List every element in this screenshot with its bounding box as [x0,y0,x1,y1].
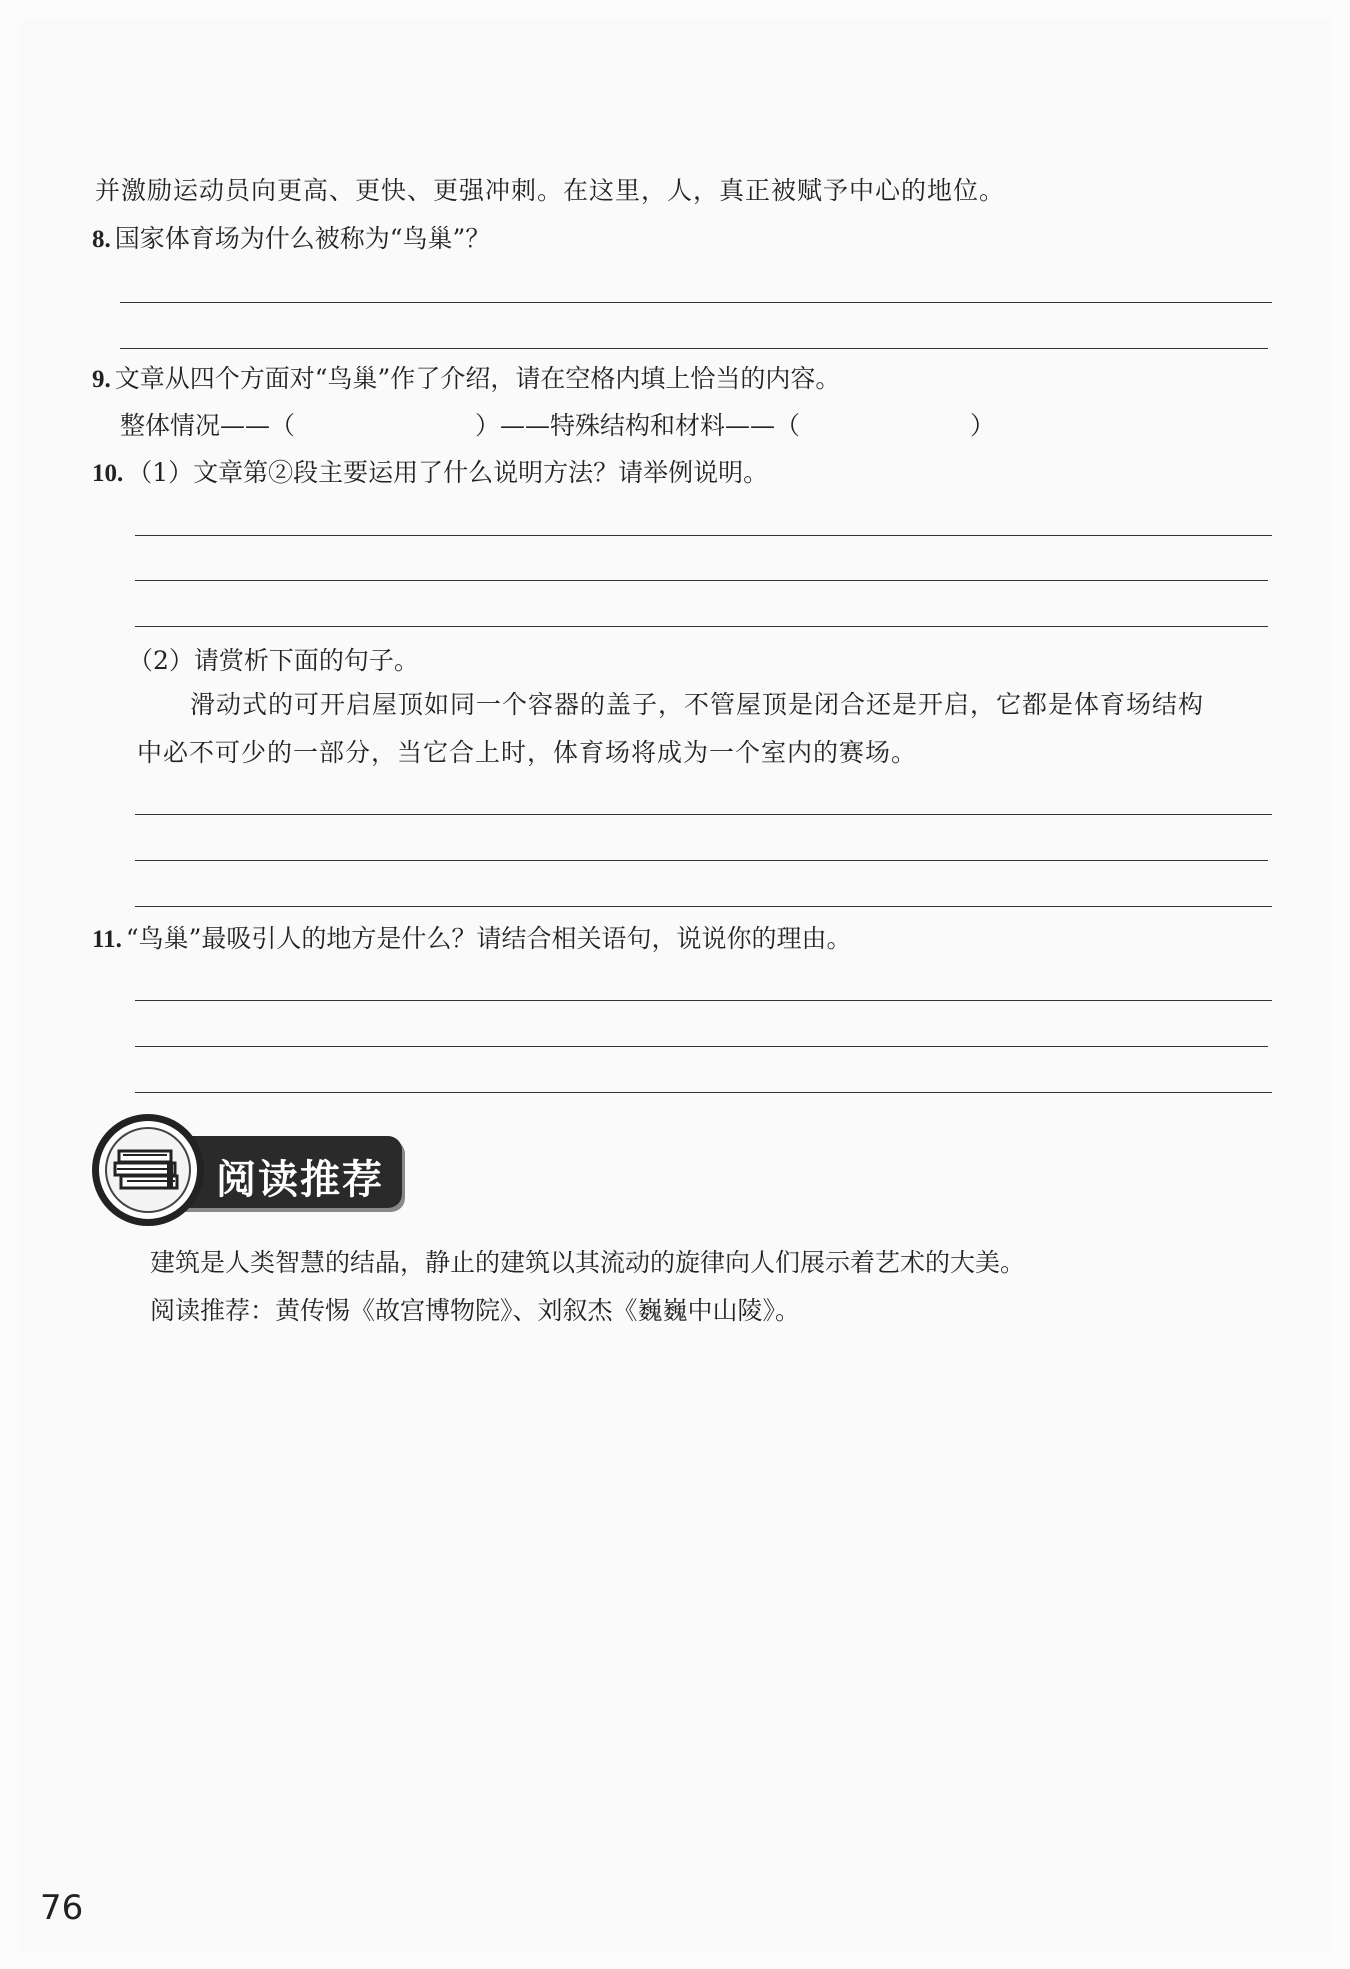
fill-blank-row [120,413,995,438]
question-number: 11. [92,926,122,953]
question-part-2: （2）请赏析下面的句子。 [128,646,419,675]
section-title: 阅读推荐 [216,1157,384,1203]
answer-line[interactable] [135,580,1268,581]
question-8 [92,226,490,252]
answer-line[interactable] [135,1092,1272,1093]
question-number: 8. [92,226,111,253]
books-icon [105,1127,191,1213]
question-part-1: （1）文章第②段主要运用了什么说明方法？请举例说明。 [127,458,769,487]
answer-line[interactable] [135,626,1268,627]
blank-label-structure: ）——特殊结构和材料——（ [475,411,801,440]
answer-line[interactable] [135,535,1272,536]
question-text: 文章从四个方面对“鸟巢”作了介绍，请在空格内填上恰当的内容。 [114,364,841,393]
question-text: 国家体育场为什么被称为“鸟巢”？ [114,224,491,253]
answer-line[interactable] [135,814,1272,815]
header-badge [92,1114,204,1226]
blank-close: ） [970,411,996,440]
question-number: 10. [92,460,124,487]
question-number: 9. [92,366,111,393]
answer-line[interactable] [120,348,1268,349]
question-9 [92,366,840,392]
recommend-intro: 建筑是人类智慧的结晶，静止的建筑以其流动的旋律向人们展示着艺术的大美。 [150,1248,1026,1277]
page-background [18,18,1332,1951]
recommend-books: 阅读推荐：黄传惕《故宫博物院》、刘叙杰《巍巍中山陵》。 [150,1296,801,1325]
answer-line[interactable] [135,1046,1268,1047]
quoted-sentence-line-2: 中必不可少的一部分，当它合上时，体育场将成为一个室内的赛场。 [137,738,918,767]
answer-line[interactable] [135,906,1272,907]
question-10 [92,460,768,486]
answer-line[interactable] [120,302,1272,303]
blank-label-overall: 整体情况——（ [120,411,296,440]
reading-recommendation-header [92,1114,412,1232]
question-11 [92,926,851,952]
quoted-sentence-line-1: 滑动式的可开启屋顶如同一个容器的盖子，不管屋顶是闭合还是开启，它都是体育场结构 [190,690,1205,719]
page-number: 76 [40,1888,84,1928]
passage-ending: 并激励运动员向更高、更快、更强冲刺。在这里，人，真正被赋予中心的地位。 [95,176,1006,205]
answer-line[interactable] [135,1000,1272,1001]
question-text: “鸟巢”最吸引人的地方是什么？请结合相关语句，说说你的理由。 [125,924,852,953]
answer-line[interactable] [135,860,1268,861]
